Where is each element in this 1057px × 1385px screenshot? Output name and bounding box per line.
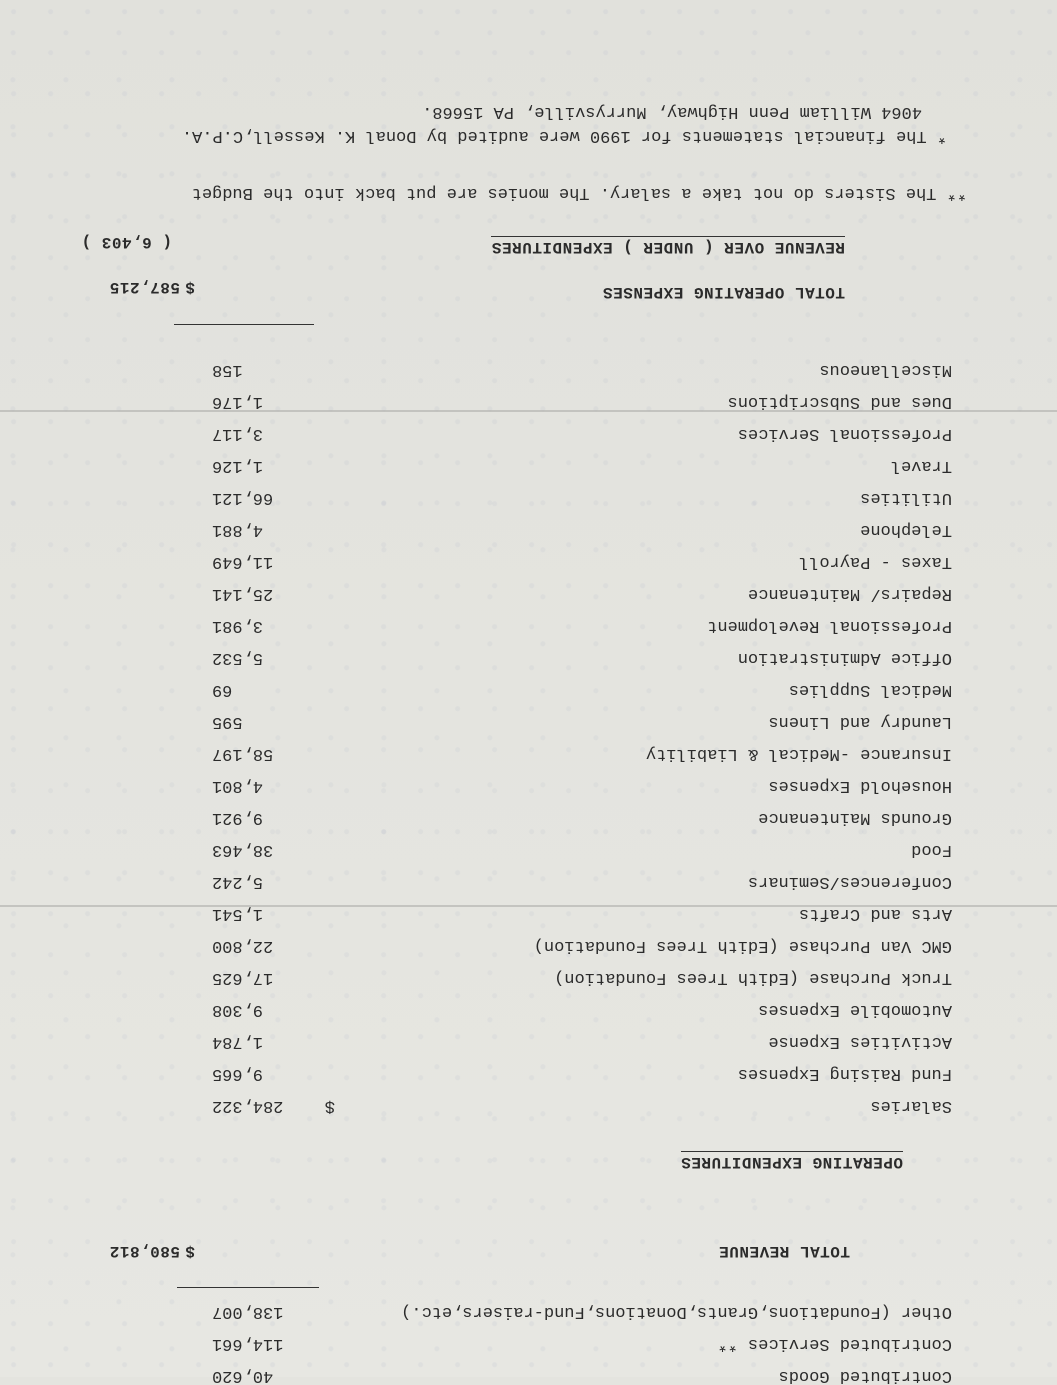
- line-item-label: Laundry and Linens: [768, 712, 952, 731]
- line-item-label: Contributed Goods: [778, 1366, 952, 1385]
- section-heading: OPERATING EXPENDITURES: [680, 1153, 903, 1171]
- line-item-label: Arts and Crafts: [798, 904, 952, 923]
- line-item-amount: 9,665: [212, 1064, 264, 1083]
- line-item-amount: 38,463: [212, 840, 274, 859]
- line-item-amount: 9,308: [212, 1000, 264, 1019]
- line-item-amount: 5,532: [212, 648, 264, 667]
- line-item-amount: 40,620: [212, 1366, 274, 1385]
- revenue-over-label: REVENUE OVER ( UNDER ) EXPENDITURES: [491, 238, 845, 256]
- line-item-label: Automobile Expenses: [758, 1000, 952, 1019]
- revenue-over-amount: ( 6,403 ): [81, 233, 172, 251]
- line-item-amount: 1,784: [212, 1032, 264, 1051]
- line-item-amount: 1,126: [212, 456, 264, 475]
- line-item-label: Contributed Services **: [717, 1334, 952, 1353]
- line-item-amount: 3,981: [212, 616, 264, 635]
- line-item-amount: 1,541: [212, 904, 264, 923]
- line-item-label: Telephone: [860, 520, 952, 539]
- footnote: ** The Sisters do not take a salary. The monies are put back into the Budget: [191, 183, 967, 202]
- line-item-label: Repairs/ Maintenance: [747, 584, 952, 603]
- total-operating-label: TOTAL OPERATING EXPENSES: [602, 283, 845, 301]
- footnote: * The financial statements for 1990 were audited by Donal K. Kessell,C.P.A.: [181, 126, 947, 145]
- line-item-label: Utilities: [860, 488, 952, 507]
- line-item-label: Activities Expense: [768, 1032, 952, 1051]
- total-revenue-dollar: $: [184, 1242, 195, 1260]
- line-item-label: Dues and Subscriptions: [727, 392, 952, 411]
- line-item-amount: 595: [212, 712, 243, 731]
- line-item-label: GMC Van Purchase (Edith Trees Foundation): [533, 936, 952, 955]
- line-item-label: Truck Purchase (Edith Trees Foundation): [554, 968, 952, 987]
- line-item-amount: 284,322: [212, 1096, 284, 1115]
- line-item-amount: 66,121: [212, 488, 274, 507]
- line-item-label: Professional Services: [737, 424, 952, 443]
- line-item-label: Household Expenses: [768, 776, 952, 795]
- line-item-amount: 3,117: [212, 424, 264, 443]
- line-item-dollar: $: [324, 1096, 335, 1115]
- total-revenue-amount: 580,812: [109, 1242, 180, 1260]
- line-item-amount: 17,625: [212, 968, 274, 987]
- line-item-label: Taxes - Payroll: [798, 552, 952, 571]
- total-revenue-label: TOTAL REVENUE: [718, 1242, 850, 1260]
- line-item-label: Salaries: [870, 1096, 952, 1115]
- line-item-label: Food: [911, 840, 952, 859]
- line-item-label: Miscellaneous: [819, 360, 952, 379]
- line-item-label: Professional Revelopment: [707, 616, 952, 635]
- line-item-label: Medical Supplies: [788, 680, 952, 699]
- line-item-label: Office Administration: [737, 648, 952, 667]
- line-item-label: Conferences/Seminars: [747, 872, 952, 891]
- line-item-amount: 25,141: [212, 584, 274, 603]
- line-item-amount: 11,649: [212, 552, 274, 571]
- line-item-amount: 58,197: [212, 744, 274, 763]
- total-rule: [174, 324, 314, 325]
- line-item-amount: 5,242: [212, 872, 264, 891]
- line-item-amount: 69: [212, 680, 233, 699]
- line-item-label: Travel: [890, 456, 952, 475]
- line-item-label: Grounds Maintenance: [758, 808, 952, 827]
- line-item-label: Other (Foundations,Grants,Donations,Fund-raisers,etc.): [401, 1302, 952, 1321]
- line-item-label: Fund Raising Expenses: [737, 1064, 952, 1083]
- line-item-amount: 158: [212, 360, 243, 379]
- line-item-amount: 1,176: [212, 392, 264, 411]
- total-rule: [177, 1287, 319, 1288]
- line-item-amount: 9,921: [212, 808, 264, 827]
- line-item-amount: 114,661: [212, 1334, 284, 1353]
- line-item-amount: 22,800: [212, 936, 274, 955]
- line-item-label: Insurance -Medical & Liability: [645, 744, 952, 763]
- total-operating-dollar: $: [184, 278, 195, 296]
- footnote: 4064 William Penn Highway, Murrysville, PA 15668.: [422, 102, 922, 121]
- total-operating-amount: 587,215: [109, 278, 180, 296]
- line-item-amount: 138,007: [212, 1302, 284, 1321]
- line-item-amount: 4,881: [212, 520, 264, 539]
- line-item-amount: 4,801: [212, 776, 264, 795]
